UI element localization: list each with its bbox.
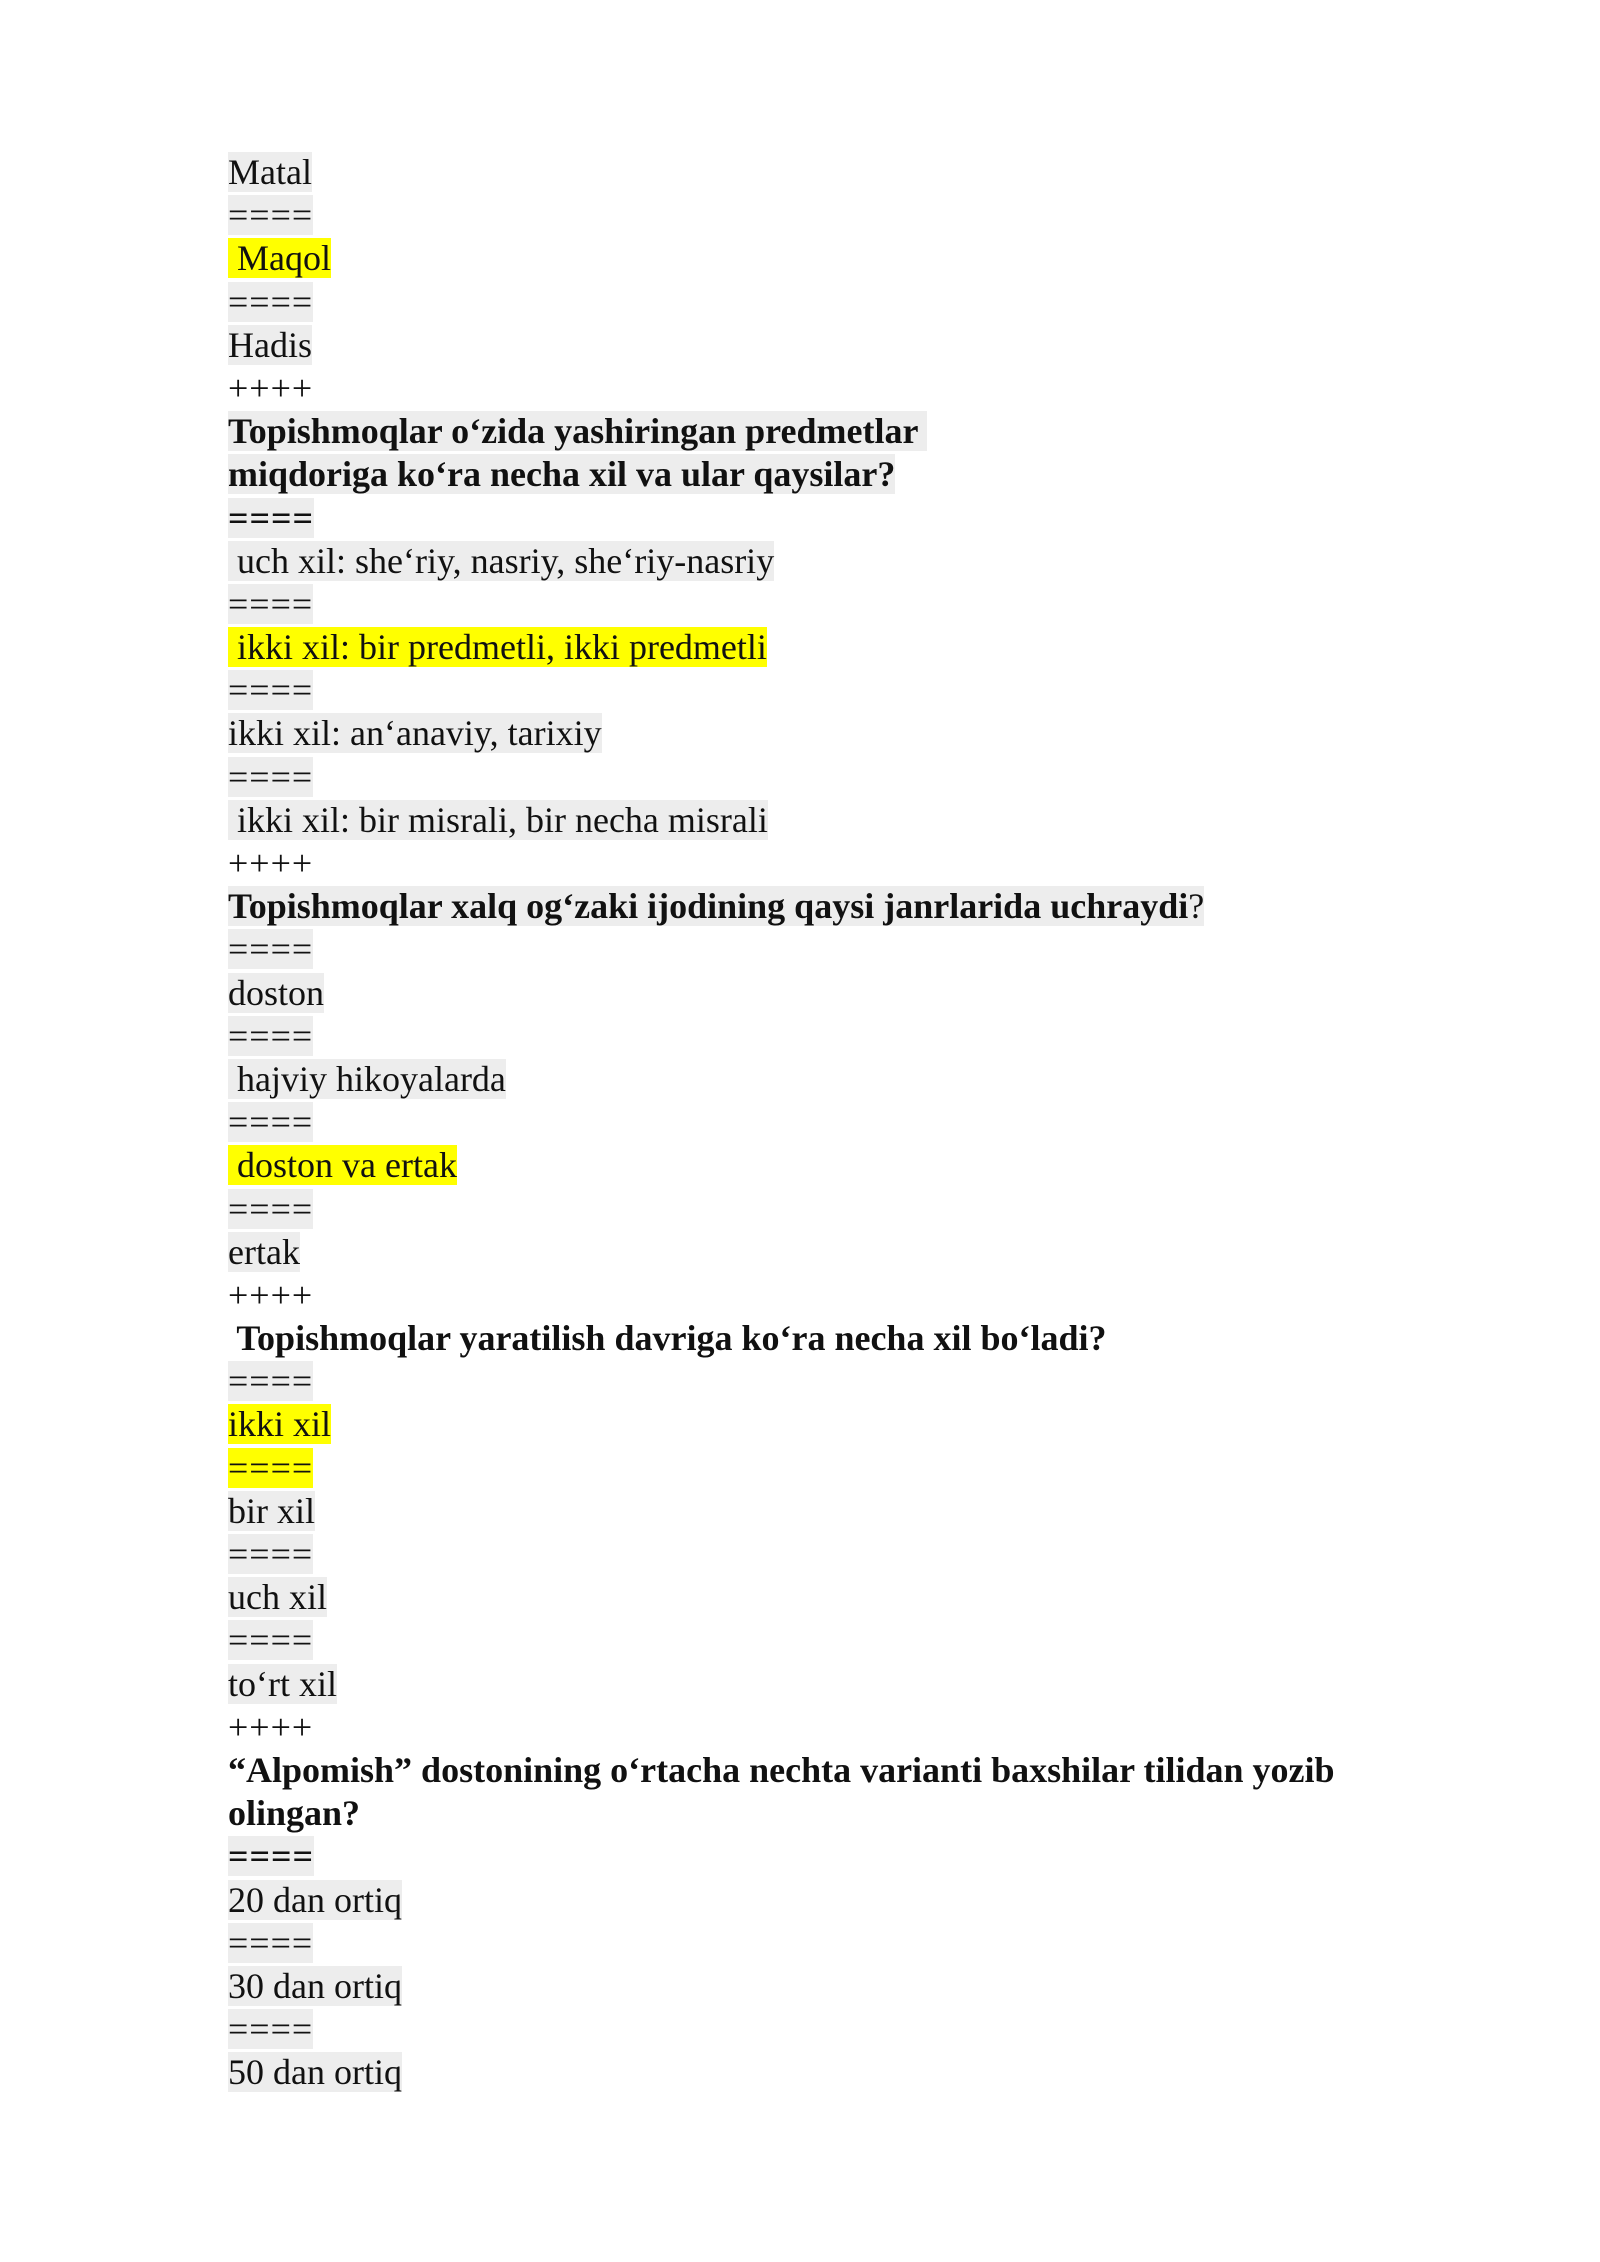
- question-separator-line: [228, 1274, 1408, 1317]
- question-separator-line: [228, 842, 1408, 885]
- question-text: Topishmoqlar yaratilish davriga ko‘ra necha xil bo‘ladi?: [228, 1318, 1107, 1359]
- question-line: [228, 885, 1408, 928]
- option-text: ertak: [228, 1231, 300, 1272]
- separator-text: ====: [228, 1015, 314, 1056]
- option-line: [228, 799, 1408, 842]
- option-line: [228, 972, 1408, 1015]
- option-text: Hadis: [228, 324, 312, 365]
- correct-option-text: ikki xil: bir predmetli, ikki predmetli: [228, 627, 767, 668]
- separator-line: [228, 928, 1408, 971]
- question-separator-text: ++++: [228, 367, 314, 408]
- separator-line: [228, 1619, 1408, 1662]
- option-line: [228, 1879, 1408, 1922]
- option-line: [228, 2051, 1408, 2094]
- separator-line: [228, 1101, 1408, 1144]
- separator-text: ====: [228, 497, 315, 538]
- separator-text: ====: [228, 1188, 314, 1229]
- separator-line: [228, 1447, 1408, 1490]
- separator-text: ====: [228, 195, 314, 236]
- option-text: hajviy hikoyalarda: [228, 1058, 506, 1099]
- option-line: [228, 1965, 1408, 2008]
- correct-option-text: doston va ertak: [228, 1145, 457, 1186]
- option-line: [228, 1058, 1408, 1101]
- separator-text: ====: [228, 670, 314, 711]
- question-line: [228, 410, 1408, 453]
- option-line: [228, 1490, 1408, 1533]
- option-line: [228, 626, 1408, 669]
- question-line: [228, 1317, 1408, 1360]
- correct-option-text: Maqol: [228, 238, 331, 279]
- question-text: “Alpomish” dostonining o‘rtacha nechta varianti baxshilar tilidan yozib olingan?: [228, 1749, 1335, 1834]
- option-text: bir xil: [228, 1490, 315, 1531]
- option-text: 30 dan ortiq: [228, 1965, 402, 2006]
- separator-line: [228, 583, 1408, 626]
- separator-line: [228, 194, 1408, 237]
- option-line: [228, 237, 1408, 280]
- separator-line: [228, 1835, 1408, 1878]
- separator-text: ====: [228, 1836, 315, 1877]
- option-text: 20 dan ortiq: [228, 1879, 402, 1920]
- option-line: [228, 712, 1408, 755]
- separator-text: ====: [228, 929, 314, 970]
- separator-line: [228, 2008, 1408, 2051]
- separator-line: [228, 1533, 1408, 1576]
- option-text: Matal: [228, 152, 312, 192]
- separator-line: [228, 1188, 1408, 1231]
- option-text: uch xil: she‘riy, nasriy, she‘riy-nasriy: [228, 540, 775, 581]
- question-text: Topishmoqlar o‘zida yashiringan predmetlar: [228, 411, 927, 452]
- document-page: [228, 151, 1408, 2094]
- separator-line: [228, 497, 1408, 540]
- question-block: [228, 1749, 1408, 1835]
- option-text: doston: [228, 972, 325, 1013]
- separator-text: ====: [228, 756, 314, 797]
- option-line: [228, 151, 1408, 194]
- option-line: [228, 1576, 1408, 1619]
- separator-line: [228, 281, 1408, 324]
- separator-line: [228, 1360, 1408, 1403]
- separator-line: [228, 756, 1408, 799]
- option-line: [228, 1403, 1408, 1446]
- separator-text: ====: [228, 2009, 314, 2050]
- correct-separator-text: ====: [228, 1447, 314, 1488]
- option-text: 50 dan ortiq: [228, 2052, 402, 2093]
- option-text: ikki xil: bir misrali, bir necha misrali: [228, 799, 768, 840]
- question-line: [228, 453, 1408, 496]
- separator-line: [228, 1015, 1408, 1058]
- separator-line: [228, 669, 1408, 712]
- question-mark: ?: [1188, 886, 1205, 927]
- separator-text: ====: [228, 1361, 314, 1402]
- question-separator-text: ++++: [228, 1274, 314, 1315]
- option-line: [228, 540, 1408, 583]
- separator-text: ====: [228, 1102, 314, 1143]
- separator-text: ====: [228, 1620, 314, 1661]
- correct-option-text: ikki xil: [228, 1404, 332, 1445]
- option-line: [228, 1231, 1408, 1274]
- separator-text: ====: [228, 583, 314, 624]
- option-text: ikki xil: an‘anaviy, tarixiy: [228, 713, 602, 754]
- question-separator-line: [228, 1706, 1408, 1749]
- option-line: [228, 1663, 1408, 1706]
- question-separator-text: ++++: [228, 843, 314, 883]
- separator-text: ====: [228, 1922, 314, 1963]
- separator-line: [228, 1922, 1408, 1965]
- question-text: miqdoriga ko‘ra necha xil va ular qaysilar?: [228, 454, 896, 495]
- separator-text: ====: [228, 1534, 314, 1574]
- option-text: to‘rt xil: [228, 1663, 337, 1704]
- question-separator-line: [228, 367, 1408, 410]
- option-text: uch xil: [228, 1577, 327, 1618]
- option-line: [228, 324, 1408, 367]
- option-line: [228, 1144, 1408, 1187]
- question-separator-text: ++++: [228, 1706, 314, 1747]
- separator-text: ====: [228, 281, 314, 322]
- question-text: Topishmoqlar xalq og‘zaki ijodining qaysi janrlarida uchraydi: [228, 886, 1189, 927]
